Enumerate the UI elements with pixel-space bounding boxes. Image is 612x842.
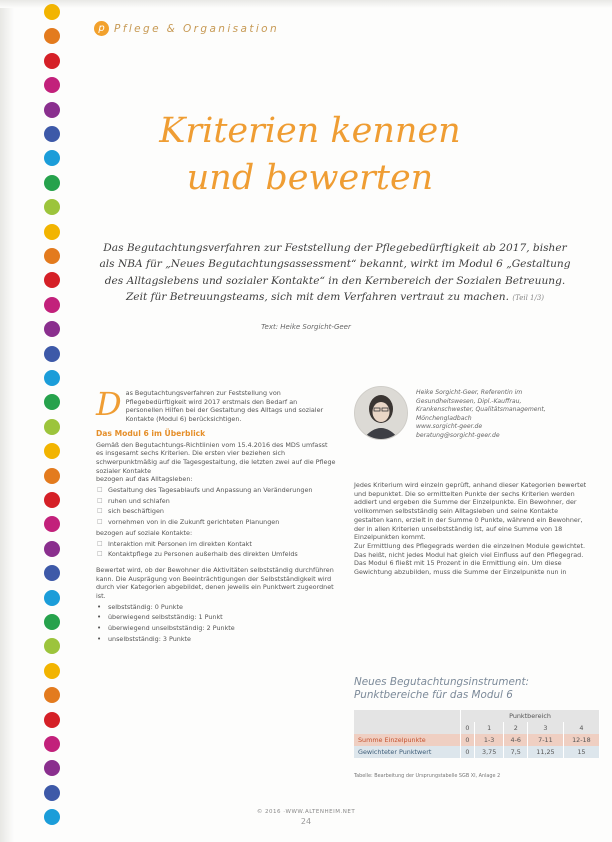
- color-dot: [44, 4, 60, 20]
- color-dot: [44, 370, 60, 386]
- intro-ref: (Teil 1/3): [512, 294, 545, 303]
- color-dot-border: [44, 0, 60, 842]
- bullet-icon: •: [97, 634, 102, 643]
- page-number: 24: [300, 817, 312, 826]
- group-header: Punktbereich: [461, 710, 600, 722]
- table-cell: 15: [563, 746, 599, 758]
- color-dot: [44, 614, 60, 630]
- author-bio: [416, 389, 576, 440]
- color-dot: [44, 28, 60, 44]
- checkbox-icon: □: [97, 486, 103, 494]
- drop-cap: D: [96, 385, 122, 423]
- checkbox-icon: □: [97, 550, 103, 558]
- table-row: [354, 746, 600, 758]
- page-shadow: [0, 0, 14, 842]
- body-paragraph: Bewertet wird, ob der Bewohner die Aktivitäten selbstständig durchführen kann. Die Ausprägung von Beeinträchtigungen der Selbstständigkeit wird durch vier Kategorien abgebildet, denen jeweils ein Punktwert zugeordnet ist.: [96, 565, 334, 601]
- color-dot: [44, 175, 60, 191]
- color-dot: [44, 224, 60, 240]
- color-dot: [44, 419, 60, 435]
- color-dot: [44, 590, 60, 606]
- color-dot: [44, 541, 60, 557]
- section-label: Pflege & Organisation: [114, 22, 280, 35]
- checkbox-icon: □: [97, 496, 103, 504]
- intro-paragraph: [98, 240, 572, 307]
- column-header: 3: [528, 722, 564, 734]
- table-cell: 11,25: [528, 746, 564, 758]
- color-dot: [44, 394, 60, 410]
- list-lead: bezogen auf soziale Kontakte:: [96, 528, 193, 537]
- table-row: [354, 734, 600, 746]
- table-title: Neues Begutachtungsinstrument: Punktbereiche für das Modul 6: [354, 676, 530, 701]
- table-cell: 7,5: [504, 746, 528, 758]
- checkbox-icon: □: [97, 539, 103, 547]
- column-header: 1: [474, 722, 503, 734]
- points-table: [354, 710, 600, 758]
- color-dot: [44, 272, 60, 288]
- color-dot: [44, 785, 60, 801]
- body-paragraph: Zur Ermittlung des Pflegegrads werden die einzelnen Module gewichtet. Das heißt, nicht jedes Modul hat gleich viel Einfluss auf den Pflegegrad. Das Modul 6 fließt mit 15 Prozent in die Ermittlung ein. Um diese Gewichtung abzubilden, muss die Summe der Einzelpunkte nun in: [354, 541, 586, 577]
- color-dot: [44, 297, 60, 313]
- intro-text: Das Begutachtungsverfahren zur Feststellung der Pflegebedürftigkeit ab 2017, bisher als NBA für „Neues Begutachtungsassessment“ bekannt, wirkt im Modul 6 „Gestaltung des Alltagslebens und sozialer Kontakte“ in den Kernbereich der Sozialen Betreuung. Zeit für Betreuungsteams, sich mit dem Verfahren vertraut zu machen.: [99, 242, 571, 304]
- color-dot: [44, 248, 60, 264]
- bullet-icon: •: [97, 624, 102, 633]
- page-footer: © 2016 ·WWW.ALTENHEIM.NET: [256, 809, 356, 815]
- body-paragraph: Gemäß den Begutachtungs-Richtlinien vom 15.4.2016 des MDS umfasst es insgesamt sechs Kriterien. Die ersten vier beziehen sich schwerpunktmäßig auf die Tagesgestaltung, die letzten zwei auf die Pflege sozialer Kontakte: [96, 440, 336, 475]
- list-item: □ Kontaktpflege zu Personen außerhalb des direkten Umfelds: [97, 550, 298, 559]
- list-item: • unselbstständig: 3 Punkte: [97, 634, 191, 643]
- body-paragraph: Jedes Kriterium wird einzeln geprüft, anhand dieser Kategorien bewertet und bepunktet. Die so ermittelten Punkte der sechs Kriterien werden addiert und ergeben die Summe der Einzelpunkte. Ein Bewohner, der vollkommen selbstständig sein Alltagsleben und seine Kontakte gestalten kann, erzielt in der Summe 0 Punkte, während ein Bewohner, der in allen Kriterien unselbstständig ist, auf eine Summe von 18 Einzelpunkten kommt.: [354, 481, 587, 542]
- color-dot: [44, 565, 60, 581]
- bubble-icon: p: [94, 21, 109, 36]
- list-item: • selbstständig: 0 Punkte: [97, 602, 183, 611]
- bio-email-link[interactable]: beratung@sorgicht-geer.de: [416, 431, 500, 439]
- color-dot: [44, 102, 60, 118]
- section-header: [94, 21, 279, 36]
- color-dot: [44, 126, 60, 142]
- color-dot: [44, 712, 60, 728]
- criteria-list-daily: [96, 486, 336, 527]
- table-cell: 7-11: [528, 734, 564, 746]
- column-header: 4: [563, 722, 599, 734]
- color-dot: [44, 736, 60, 752]
- column-header: 2: [504, 722, 528, 734]
- row-label: Gewichteter Punktwert: [354, 746, 461, 758]
- table-cell: 0: [461, 734, 475, 746]
- color-dot: [44, 346, 60, 362]
- author-line: Text: Heike Sorgicht-Geer: [261, 323, 351, 331]
- lead-paragraph: D as Begutachtungsverfahren zur Feststellung von Pflegebedürftigkeit wird 2017 erstmals den Bedarf an personellen Hilfen bei der Gestaltung des Alltags und sozialer Kontakte (Modul 6) berücksichtigen.: [96, 385, 324, 424]
- table-cell: 1-3: [474, 734, 503, 746]
- bullet-icon: •: [97, 602, 102, 611]
- list-lead: bezogen auf das Alltagsleben:: [96, 475, 193, 484]
- table-column-header: [354, 722, 600, 734]
- color-dot: [44, 492, 60, 508]
- right-column: [354, 481, 590, 577]
- table-cell: 12-18: [563, 734, 599, 746]
- criteria-list-social: [96, 540, 336, 559]
- list-item: □ ruhen und schlafen: [97, 496, 170, 505]
- table-cell: 3,75: [474, 746, 503, 758]
- table-cell: 0: [461, 746, 475, 758]
- color-dot: [44, 638, 60, 654]
- headline-line-2: und bewerten: [186, 158, 434, 198]
- color-dot: [44, 760, 60, 776]
- list-item: □ Interaktion mit Personen im direkten Kontakt: [97, 539, 252, 548]
- list-item: □ vornehmen von in die Zukunft gerichteten Planungen: [97, 518, 280, 527]
- table-cell: 4-6: [504, 734, 528, 746]
- subheading: Das Modul 6 im Überblick: [96, 428, 206, 438]
- headline-line-1: Kriterien kennen: [159, 111, 461, 151]
- color-dot: [44, 77, 60, 93]
- color-dot: [44, 199, 60, 215]
- color-dot: [44, 663, 60, 679]
- left-column: [96, 385, 336, 646]
- color-dot: [44, 468, 60, 484]
- color-dot: [44, 516, 60, 532]
- bullet-icon: •: [97, 613, 102, 622]
- page-shadow-top: [0, 0, 612, 8]
- checkbox-icon: □: [97, 518, 103, 526]
- table-footnote: Tabelle: Bearbeitung der Ursprungstabelle SGB XI, Anlage 2: [354, 773, 501, 779]
- list-item: • überwiegend unselbstständig: 2 Punkte: [97, 624, 235, 633]
- color-dot: [44, 150, 60, 166]
- author-photo: [354, 386, 408, 440]
- bio-web-link[interactable]: www.sorgicht-geer.de: [416, 423, 483, 430]
- list-item: □ Gestaltung des Tagesablaufs und Anpassung an Veränderungen: [97, 486, 313, 495]
- list-item: □ sich beschäftigen: [97, 507, 164, 516]
- color-dot: [44, 443, 60, 459]
- color-dot: [44, 687, 60, 703]
- bio-text: Heike Sorgicht-Geer, Referentin im Gesundheitswesen, Dipl.-Kauffrau, Krankenschwester, Qualitätsmanagement, Mönchengladbach: [416, 389, 546, 422]
- row-label: Summe Einzelpunkte: [354, 734, 461, 746]
- list-item: • überwiegend selbstständig: 1 Punkt: [97, 613, 223, 622]
- points-list: [96, 603, 336, 644]
- color-dot: [44, 53, 60, 69]
- checkbox-icon: □: [97, 507, 103, 515]
- column-header: 0: [461, 722, 475, 734]
- table-group-header: [354, 710, 600, 722]
